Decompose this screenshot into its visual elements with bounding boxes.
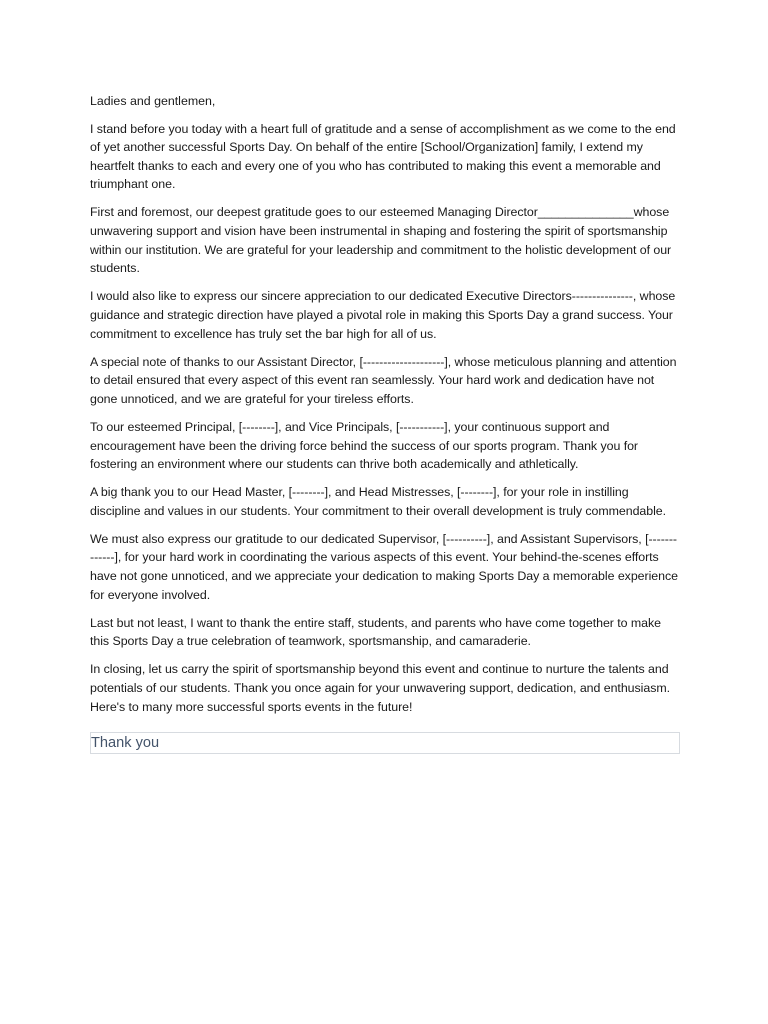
paragraph-closing: In closing, let us carry the spirit of sportsmanship beyond this event and continue to nurture the talents and potentials of our students. Thank you once again for your unwavering support, dedication, and enthusiasm. Here's to many more successful sports events in the future! — [90, 662, 671, 714]
paragraph-principal: To our esteemed Principal, [--------], and Vice Principals, [-----------], your continuous support and encouragement have been the driving force behind the success of our sports program. Thank you for fostering an environment where our students can thrive both academically and athletically. — [90, 419, 639, 472]
document-page — [90, 92, 680, 754]
paragraph-head-master: A big thank you to our Head Master, [--------], and Head Mistresses, [--------], for your role in instilling discipline and values in our students. Your commitment to their overall development is truly commendable. — [90, 485, 667, 518]
paragraph-supervisor: We must also express our gratitude to our dedicated Supervisor, [----------], and Assistant Supervisors, [-------------], for your hard work in coordinating the various aspects of this event. Your behind-the-scenes efforts have not gone unnoticed, and we appreciate your dedication to making Sports Day a memorable experience for everyone involved. — [90, 531, 678, 602]
paragraph-executive-directors: I would also like to express our sincere appreciation to our dedicated Executive Directors---------------, whose guidance and strategic direction have played a pivotal role in making this Sports Day a grand success. Your commitment to excellence has truly set the bar high for all of us. — [90, 289, 676, 341]
closing-text-box[interactable] — [90, 732, 680, 754]
paragraph-managing-director: First and foremost, our deepest gratitude goes to our esteemed Managing Director______________whose unwavering support and vision have been instrumental in shaping and fostering the spirit of sportsmanship within our institution. We are grateful for your leadership and commitment to the holistic development of our students. — [90, 205, 672, 276]
salutation: Ladies and gentlemen, — [90, 94, 216, 108]
paragraph-opening: I stand before you today with a heart full of gratitude and a sense of accomplishment as we come to the end of yet another successful Sports Day. On behalf of the entire [School/Organization] family, I extend my heartfelt thanks to each and every one of you who has contributed to making this event a memorable and triumphant one. — [90, 121, 676, 192]
paragraph-staff-students-parents: Last but not least, I want to thank the entire staff, students, and parents who have come together to make this Sports Day a true celebration of teamwork, sportsmanship, and camaraderie. — [90, 615, 661, 649]
paragraph-assistant-director: A special note of thanks to our Assistant Director, [--------------------], whose meticulous planning and attention to detail ensured that every aspect of this event ran seamlessly. Your hard work and dedication have not gone unnoticed, and we are grateful for your tireless efforts. — [90, 354, 677, 406]
thank-you-closing: Thank you — [91, 735, 160, 752]
